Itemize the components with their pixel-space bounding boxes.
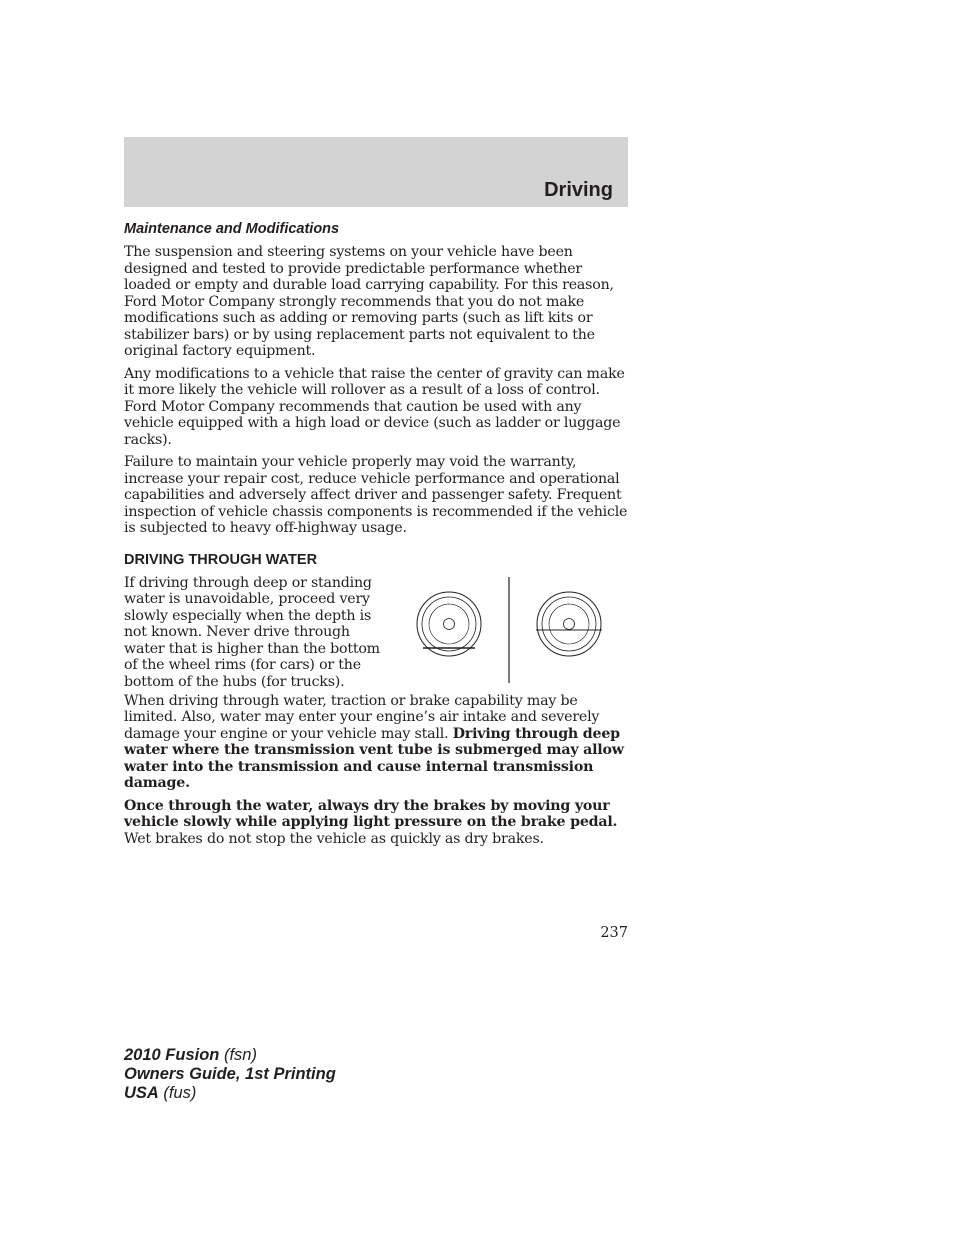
footer-text: (fus)	[158, 1084, 197, 1102]
footer-line	[124, 1046, 336, 1065]
section-heading-maintenance: Maintenance and Modifications	[124, 221, 340, 237]
truck-wheel-icon	[536, 592, 602, 656]
warning-text: Once through the water, always dry the brakes by moving your vehicle slowly while applying light pressure on the brake pedal.	[124, 797, 618, 830]
paragraph-text: Wet brakes do not stop the vehicle as quickly as dry brakes.	[124, 830, 544, 847]
footer-text: USA	[124, 1084, 159, 1102]
chapter-header-band	[124, 137, 628, 207]
paragraph	[124, 798, 628, 848]
paragraph: Any modifications to a vehicle that raise the center of gravity can make it more likely the vehicle will rollover as a result of a loss of control. Ford Motor Company recommends that caution be used with any vehicle equipped with a high load or device (such as ladder or luggage racks).	[124, 365, 625, 448]
paragraph: If driving through deep or standing water is unavoidable, proceed very slowly especially when the depth is not known. Never drive through water that is higher than the bottom of the wheel rims (for cars) or the bottom of the hubs (for trucks).	[124, 574, 380, 690]
footer-imprint	[124, 1046, 336, 1103]
car-wheel-icon	[417, 592, 481, 656]
chapter-title: Driving	[544, 179, 613, 201]
paragraph-text: When driving through water, traction or brake capability may be limited. Also, water may enter your engine’s air intake and severely damage your engine or your vehicle may stall.	[124, 692, 600, 742]
section-heading-water: DRIVING THROUGH WATER	[124, 551, 318, 568]
warning-text: Driving through deep water where the transmission vent tube is submerged may allow water into the transmission and cause internal transmission damage.	[124, 725, 624, 791]
paragraph	[124, 693, 628, 792]
wheel-water-level-illustration	[414, 577, 614, 687]
footer-line	[124, 1065, 336, 1084]
footer-text: 2010 Fusion	[124, 1046, 220, 1064]
paragraph: Failure to maintain your vehicle properly may void the warranty, increase your repair cost, reduce vehicle performance and operational capabilities and adversely affect driver and passenger safety. Frequent inspection of vehicle chassis components is recommended if the vehicle is subjected to heavy off-highway usage.	[124, 454, 628, 536]
footer-line	[124, 1084, 336, 1103]
page-number: 237	[600, 925, 628, 941]
footer-text: (fsn)	[219, 1046, 257, 1064]
water-intro-block	[124, 575, 628, 693]
paragraph: The suspension and steering systems on your vehicle have been designed and tested to provide predictable performance whether loaded or empty and durable load carrying capability. For this reason, Ford Motor Company strongly recommends that you do not make modifications such as adding or removing parts (such as lift kits or stabilizer bars) or by using replacement parts not equivalent to the original factory equipment.	[124, 244, 614, 359]
page-content	[124, 220, 628, 853]
footer-text: Owners Guide, 1st Printing	[124, 1065, 336, 1083]
